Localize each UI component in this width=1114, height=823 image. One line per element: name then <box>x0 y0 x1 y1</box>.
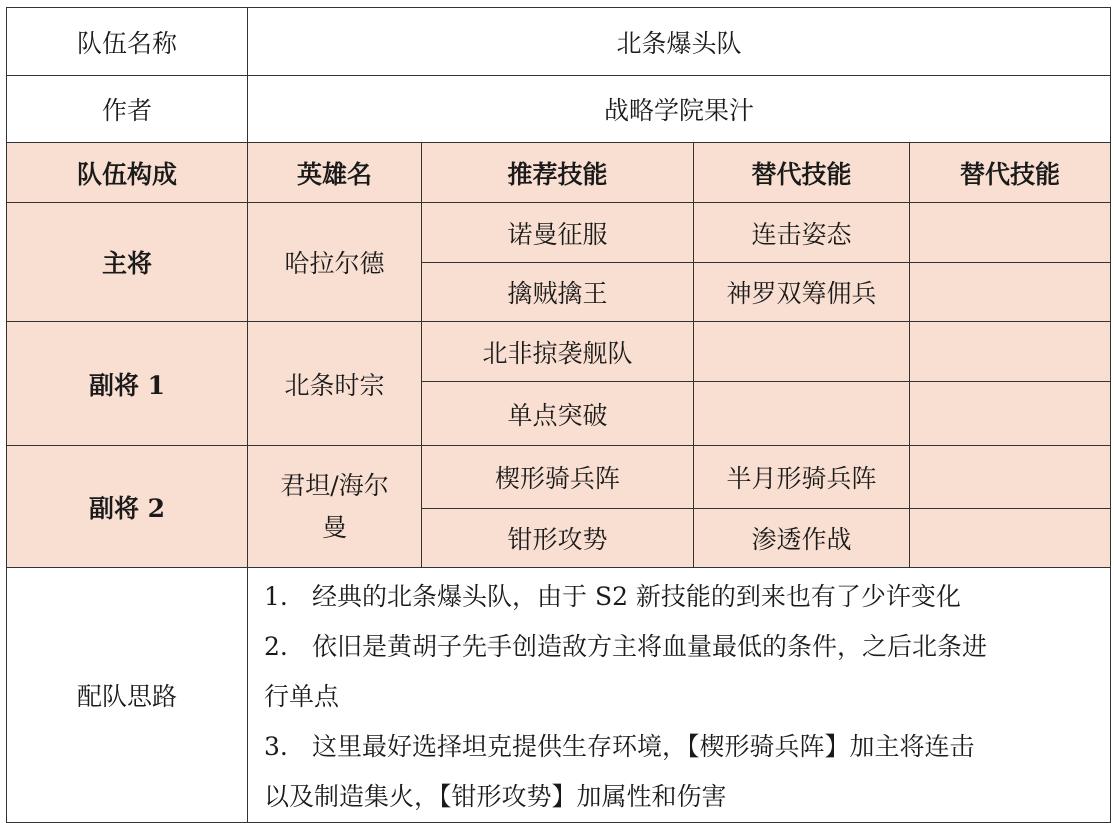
hero-name-line: 君坦/海尔 <box>280 470 389 500</box>
alt-skill-2 <box>910 203 1111 263</box>
header-hero-name: 英雄名 <box>248 143 422 203</box>
recommended-skill: 诺曼征服 <box>422 203 694 263</box>
role-vice-general-2: 副将 2 <box>7 446 248 568</box>
idea-text: 经典的北条爆头队，由于 S2 新技能的到来也有了少许变化 <box>312 582 961 611</box>
ideas-content <box>248 568 1111 823</box>
author-row <box>7 76 1111 143</box>
idea-number: 3. <box>264 732 288 761</box>
team-name-label: 队伍名称 <box>7 8 248 76</box>
idea-text-continued: 行单点 <box>264 682 340 711</box>
author-label: 作者 <box>7 76 248 143</box>
recommended-skill: 楔形骑兵阵 <box>422 446 694 509</box>
recommended-skill: 北非掠袭舰队 <box>422 322 694 382</box>
alt-skill-2 <box>910 509 1111 568</box>
ideas-label: 配队思路 <box>7 568 248 823</box>
hero-name: 哈拉尔德 <box>248 203 422 322</box>
alt-skill-2 <box>910 263 1111 322</box>
idea-item <box>264 722 1102 822</box>
alt-skill-1 <box>694 382 910 446</box>
role-main-general: 主将 <box>7 203 248 322</box>
header-composition: 队伍构成 <box>7 143 248 203</box>
idea-number: 1. <box>264 582 288 611</box>
alt-skill-2 <box>910 446 1111 509</box>
team-name-value: 北条爆头队 <box>248 8 1111 76</box>
recommended-skill: 钳形攻势 <box>422 509 694 568</box>
idea-text-continued: 以及制造集火，【钳形攻势】加属性和伤害 <box>264 782 727 811</box>
alt-skill-2 <box>910 322 1111 382</box>
hero-name: 北条时宗 <box>248 322 422 446</box>
idea-number: 2. <box>264 632 288 661</box>
hero-name-line: 曼 <box>321 512 347 542</box>
role-vice-general-1: 副将 1 <box>7 322 248 446</box>
alt-skill-1: 渗透作战 <box>694 509 910 568</box>
header-alt-skill-1: 替代技能 <box>694 143 910 203</box>
idea-item <box>264 572 1102 622</box>
ideas-row <box>7 568 1111 823</box>
idea-item <box>264 622 1102 722</box>
header-row <box>7 143 1111 203</box>
idea-text: 这里最好选择坦克提供生存环境，【楔形骑兵阵】加主将连击 <box>312 732 975 761</box>
idea-text: 依旧是黄胡子先手创造敌方主将血量最低的条件，之后北条进 <box>312 632 988 661</box>
author-value: 战略学院果汁 <box>248 76 1111 143</box>
recommended-skill: 单点突破 <box>422 382 694 446</box>
header-alt-skill-2: 替代技能 <box>910 143 1111 203</box>
team-name-row <box>7 8 1111 76</box>
alt-skill-1 <box>694 322 910 382</box>
alt-skill-1: 连击姿态 <box>694 203 910 263</box>
table-row <box>7 203 1111 263</box>
hero-name <box>248 446 422 568</box>
table-row <box>7 322 1111 382</box>
recommended-skill: 擒贼擒王 <box>422 263 694 322</box>
table-row <box>7 446 1111 509</box>
alt-skill-1: 神罗双筹佣兵 <box>694 263 910 322</box>
alt-skill-1: 半月形骑兵阵 <box>694 446 910 509</box>
alt-skill-2 <box>910 382 1111 446</box>
team-lineup-table <box>6 7 1111 823</box>
header-recommended-skill: 推荐技能 <box>422 143 694 203</box>
